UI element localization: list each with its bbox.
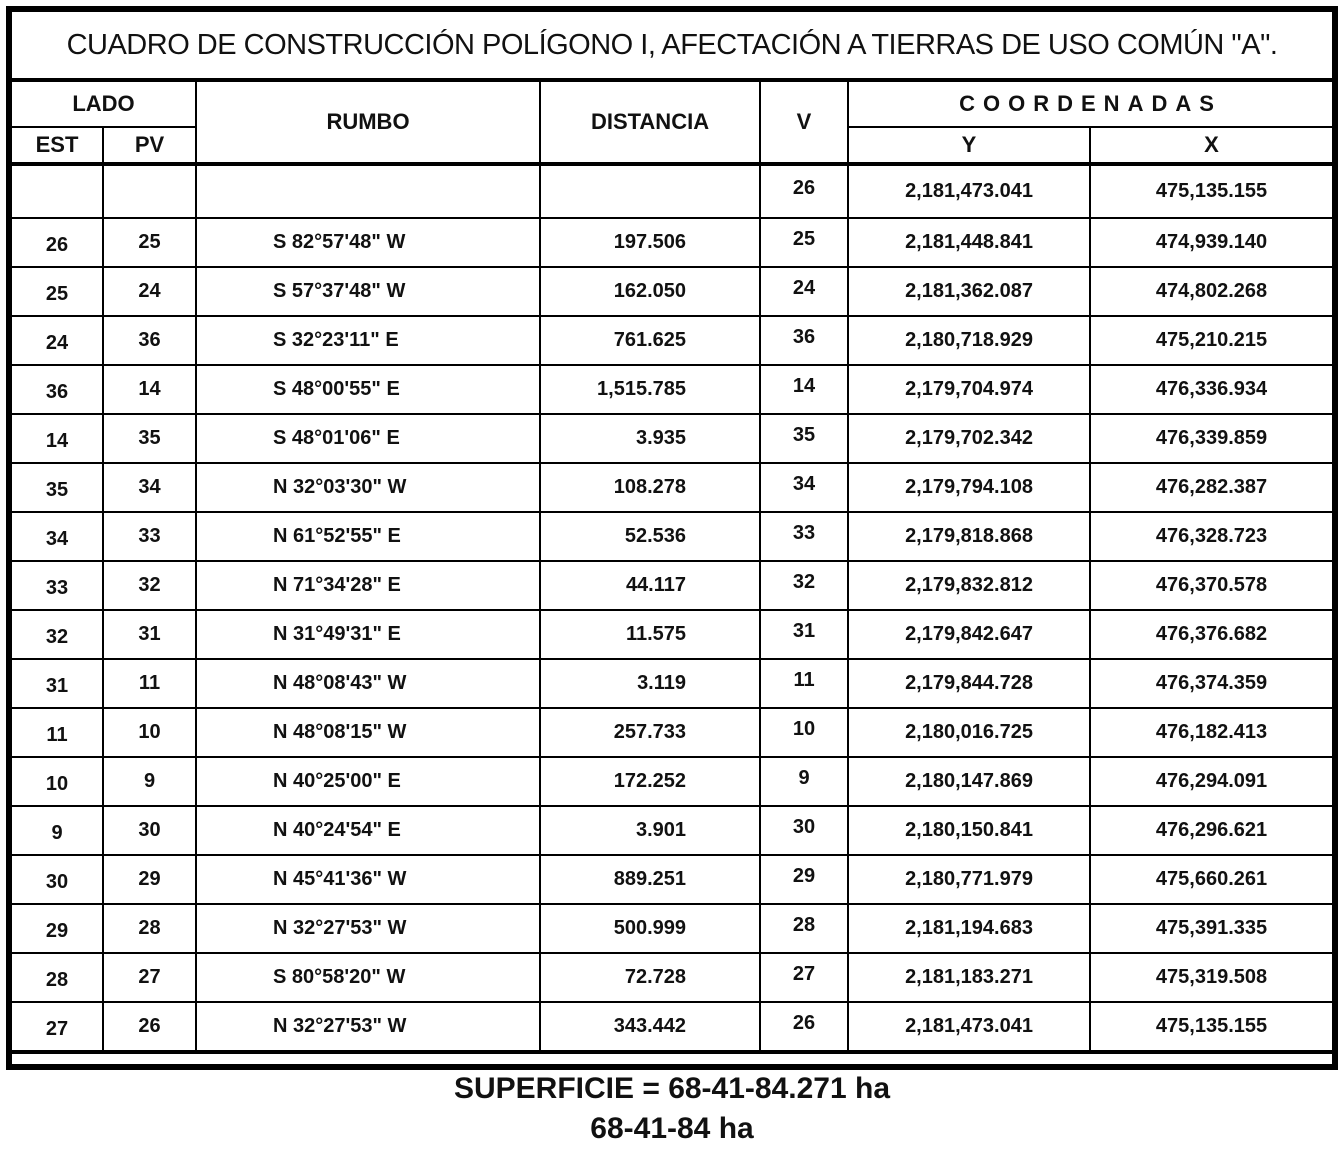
cell-y: 2,181,448.841 (848, 218, 1090, 267)
cell-pv: 28 (103, 904, 196, 953)
cell-distancia: 52.536 (540, 512, 760, 561)
cell-distancia: 761.625 (540, 316, 760, 365)
cell-y: 2,179,842.647 (848, 610, 1090, 659)
cell-est: 14 (12, 414, 103, 463)
construction-table (12, 82, 1332, 1054)
cell-pv: 32 (103, 561, 196, 610)
cell-rumbo: S 48°00'55" E (196, 365, 540, 414)
cell-y: 2,180,147.869 (848, 757, 1090, 806)
cell-pv: 35 (103, 414, 196, 463)
cell-distancia: 72.728 (540, 953, 760, 1002)
cell-rumbo: S 32°23'11" E (196, 316, 540, 365)
surface-summary (12, 1054, 1332, 1164)
cell-est: 24 (12, 316, 103, 365)
cell-v: 14 (760, 365, 848, 414)
cell-rumbo: N 45°41'36" W (196, 855, 540, 904)
table-row (12, 512, 1332, 561)
cell-est: 32 (12, 610, 103, 659)
cell-v: 10 (760, 708, 848, 757)
header-est: EST (12, 127, 103, 164)
cell-distancia: 44.117 (540, 561, 760, 610)
cell-distancia: 3.901 (540, 806, 760, 855)
cell-v: 26 (760, 164, 848, 218)
table-row (12, 757, 1332, 806)
cell-distancia: 3.935 (540, 414, 760, 463)
cell-y: 2,180,150.841 (848, 806, 1090, 855)
cell-est (12, 164, 103, 218)
cell-rumbo: N 48°08'43" W (196, 659, 540, 708)
table-row (12, 164, 1332, 218)
table-row (12, 659, 1332, 708)
cell-v: 31 (760, 610, 848, 659)
cell-y: 2,180,016.725 (848, 708, 1090, 757)
cell-x: 475,391.335 (1090, 904, 1332, 953)
cell-y: 2,181,183.271 (848, 953, 1090, 1002)
cell-est: 33 (12, 561, 103, 610)
cell-x: 476,328.723 (1090, 512, 1332, 561)
cell-x: 476,282.387 (1090, 463, 1332, 512)
cell-distancia: 108.278 (540, 463, 760, 512)
cell-x: 474,939.140 (1090, 218, 1332, 267)
cell-y: 2,179,818.868 (848, 512, 1090, 561)
cell-x: 476,374.359 (1090, 659, 1332, 708)
table-row (12, 267, 1332, 316)
cell-distancia: 162.050 (540, 267, 760, 316)
header-coordenadas: COORDENADAS (848, 82, 1332, 127)
table-row (12, 218, 1332, 267)
cell-rumbo: N 40°24'54" E (196, 806, 540, 855)
cell-v: 32 (760, 561, 848, 610)
cell-est: 25 (12, 267, 103, 316)
table-row (12, 953, 1332, 1002)
cell-v: 35 (760, 414, 848, 463)
table-row (12, 414, 1332, 463)
table-row (12, 708, 1332, 757)
cell-est: 36 (12, 365, 103, 414)
cell-y: 2,179,844.728 (848, 659, 1090, 708)
cell-pv: 29 (103, 855, 196, 904)
cell-pv: 11 (103, 659, 196, 708)
cell-y: 2,179,832.812 (848, 561, 1090, 610)
cell-v: 29 (760, 855, 848, 904)
cell-pv: 26 (103, 1002, 196, 1052)
cell-distancia: 257.733 (540, 708, 760, 757)
cell-pv: 30 (103, 806, 196, 855)
cell-distancia: 500.999 (540, 904, 760, 953)
cell-distancia: 172.252 (540, 757, 760, 806)
cell-v: 33 (760, 512, 848, 561)
cell-pv: 31 (103, 610, 196, 659)
cell-est: 30 (12, 855, 103, 904)
table-body (12, 164, 1332, 1052)
cell-y: 2,179,794.108 (848, 463, 1090, 512)
cell-y: 2,181,362.087 (848, 267, 1090, 316)
header-lado: LADO (12, 82, 196, 127)
cell-distancia: 343.442 (540, 1002, 760, 1052)
table-title: CUADRO DE CONSTRUCCIÓN POLÍGONO I, AFECTACIÓN A TIERRAS DE USO COMÚN "A". (12, 12, 1332, 82)
table-row (12, 1002, 1332, 1052)
cell-est: 10 (12, 757, 103, 806)
cell-x: 476,294.091 (1090, 757, 1332, 806)
cell-y: 2,181,473.041 (848, 1002, 1090, 1052)
cell-v: 25 (760, 218, 848, 267)
cell-y: 2,181,473.041 (848, 164, 1090, 218)
table-row (12, 316, 1332, 365)
cell-rumbo: N 31°49'31" E (196, 610, 540, 659)
cell-x: 475,135.155 (1090, 1002, 1332, 1052)
table-row (12, 561, 1332, 610)
cell-distancia: 11.575 (540, 610, 760, 659)
cell-distancia: 889.251 (540, 855, 760, 904)
cell-y: 2,180,771.979 (848, 855, 1090, 904)
construction-table-frame (6, 6, 1338, 1145)
cell-v: 24 (760, 267, 848, 316)
cell-rumbo: N 40°25'00" E (196, 757, 540, 806)
cell-rumbo: S 80°58'20" W (196, 953, 540, 1002)
cell-x: 476,376.682 (1090, 610, 1332, 659)
cell-v: 9 (760, 757, 848, 806)
cell-v: 34 (760, 463, 848, 512)
cell-est: 28 (12, 953, 103, 1002)
cell-pv: 9 (103, 757, 196, 806)
cell-est: 35 (12, 463, 103, 512)
cell-est: 29 (12, 904, 103, 953)
cell-rumbo: N 48°08'15" W (196, 708, 540, 757)
header-y: Y (848, 127, 1090, 164)
cell-distancia: 1,515.785 (540, 365, 760, 414)
cell-x: 475,135.155 (1090, 164, 1332, 218)
cell-rumbo: N 32°27'53" W (196, 1002, 540, 1052)
cell-est: 31 (12, 659, 103, 708)
cell-pv (103, 164, 196, 218)
cell-x: 474,802.268 (1090, 267, 1332, 316)
cell-est: 9 (12, 806, 103, 855)
table-row (12, 463, 1332, 512)
cell-v: 30 (760, 806, 848, 855)
cell-rumbo: S 48°01'06" E (196, 414, 540, 463)
cell-x: 476,182.413 (1090, 708, 1332, 757)
cell-y: 2,181,194.683 (848, 904, 1090, 953)
cell-v: 26 (760, 1002, 848, 1052)
cell-x: 475,210.215 (1090, 316, 1332, 365)
header-v: V (760, 82, 848, 164)
cell-pv: 24 (103, 267, 196, 316)
cell-est: 26 (12, 218, 103, 267)
cell-est: 11 (12, 708, 103, 757)
table-row (12, 365, 1332, 414)
cell-pv: 14 (103, 365, 196, 414)
cell-est: 27 (12, 1002, 103, 1052)
cell-y: 2,180,718.929 (848, 316, 1090, 365)
surface-total: SUPERFICIE = 68-41-84.271 ha (453, 1072, 891, 1105)
cell-rumbo: N 32°03'30" W (196, 463, 540, 512)
cell-x: 475,319.508 (1090, 953, 1332, 1002)
surface-rounded: 68-41-84 ha (590, 1112, 754, 1145)
cell-rumbo: N 61°52'55" E (196, 512, 540, 561)
table-row (12, 806, 1332, 855)
cell-pv: 10 (103, 708, 196, 757)
table-row (12, 855, 1332, 904)
cell-rumbo: S 82°57'48" W (196, 218, 540, 267)
cell-v: 36 (760, 316, 848, 365)
cell-x: 476,336.934 (1090, 365, 1332, 414)
cell-distancia: 3.119 (540, 659, 760, 708)
cell-rumbo: N 71°34'28" E (196, 561, 540, 610)
cell-v: 27 (760, 953, 848, 1002)
cell-x: 476,370.578 (1090, 561, 1332, 610)
cell-rumbo: N 32°27'53" W (196, 904, 540, 953)
cell-pv: 25 (103, 218, 196, 267)
cell-y: 2,179,704.974 (848, 365, 1090, 414)
cell-distancia: 197.506 (540, 218, 760, 267)
cell-pv: 33 (103, 512, 196, 561)
cell-x: 476,339.859 (1090, 414, 1332, 463)
cell-pv: 27 (103, 953, 196, 1002)
cell-est: 34 (12, 512, 103, 561)
cell-v: 28 (760, 904, 848, 953)
cell-pv: 34 (103, 463, 196, 512)
header-x: X (1090, 127, 1332, 164)
cell-distancia (540, 164, 760, 218)
cell-x: 475,660.261 (1090, 855, 1332, 904)
header-distancia: DISTANCIA (540, 82, 760, 164)
cell-rumbo: S 57°37'48" W (196, 267, 540, 316)
cell-pv: 36 (103, 316, 196, 365)
cell-x: 476,296.621 (1090, 806, 1332, 855)
header-rumbo: RUMBO (196, 82, 540, 164)
cell-rumbo (196, 164, 540, 218)
cell-v: 11 (760, 659, 848, 708)
table-row (12, 610, 1332, 659)
table-row (12, 904, 1332, 953)
header-pv: PV (103, 127, 196, 164)
cell-y: 2,179,702.342 (848, 414, 1090, 463)
